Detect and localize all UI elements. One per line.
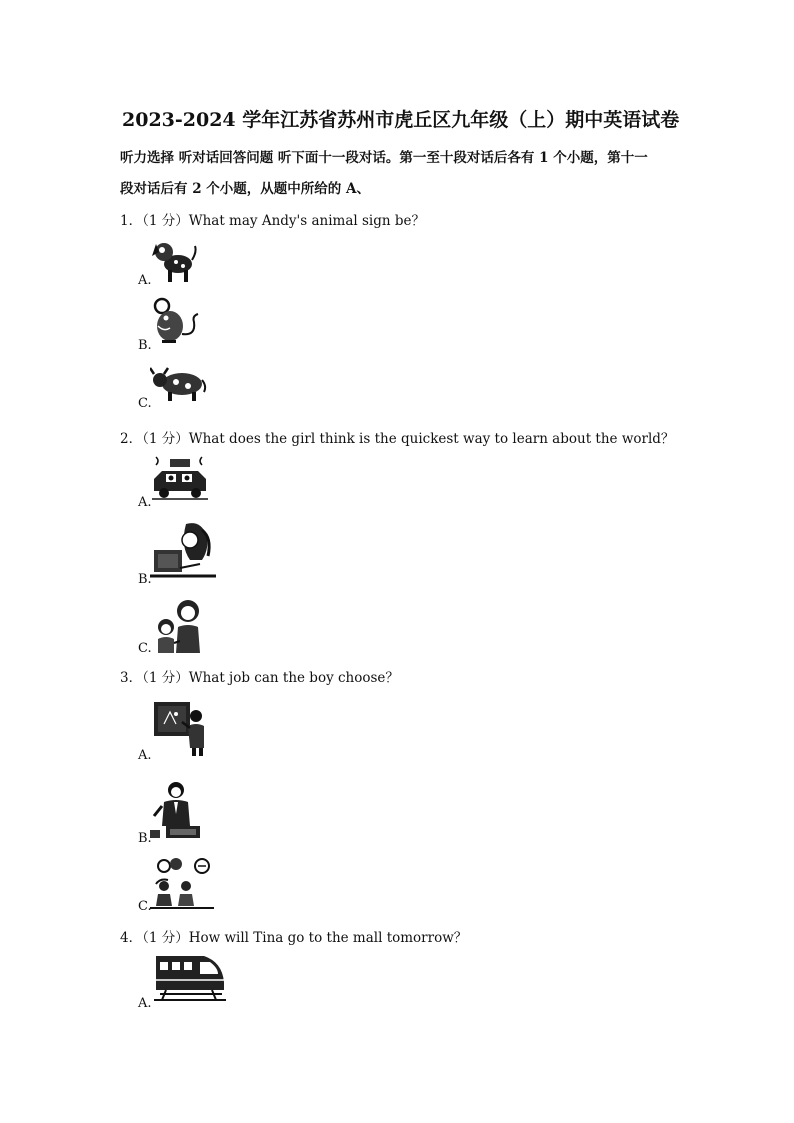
cooks-picture <box>150 856 216 912</box>
q1-option-c[interactable]: C. <box>138 396 152 411</box>
instructions-line-1: 听力选择 听对话回答问题 听下面十一段对话。第一至十段对话后各有 1 个小题，第十一 <box>120 150 648 166</box>
q2-option-c[interactable]: C. <box>138 641 152 656</box>
instructions-line-2: 段对话后有 2 个小题，从题中所给的 A、 <box>120 181 370 197</box>
q4-option-a[interactable]: A. <box>138 996 152 1011</box>
mouse-picture <box>150 296 202 348</box>
two-children-picture <box>152 597 204 653</box>
q3-option-c[interactable]: C. <box>138 899 152 914</box>
question-2-label: 2．（1 分）What does the girl think is the quickest way to learn about the world？ <box>120 431 675 447</box>
train-picture <box>152 950 226 1004</box>
q2-option-a[interactable]: A. <box>138 495 152 510</box>
q3-option-b[interactable]: B. <box>138 831 152 846</box>
speaker-picture <box>150 780 202 842</box>
q1-option-a[interactable]: A. <box>138 273 152 288</box>
computer-user-picture <box>150 520 216 582</box>
teacher-picture <box>154 700 206 758</box>
question-4-label: 4．（1 分）How will Tina go to the mall tomorrow？ <box>120 930 468 946</box>
ox-picture <box>150 366 208 402</box>
question-1-label: 1．（1 分）What may Andy's animal sign be？ <box>120 213 425 229</box>
dog-picture <box>150 238 198 284</box>
question-3-label: 3．（1 分）What job can the boy choose？ <box>120 670 399 686</box>
car-trip-picture <box>152 455 208 501</box>
q3-option-a[interactable]: A. <box>138 748 152 763</box>
q1-option-b[interactable]: B. <box>138 338 152 353</box>
q2-option-b[interactable]: B. <box>138 572 152 587</box>
page-title: 2023-2024 学年江苏省苏州市虎丘区九年级（上）期中英语试卷 <box>122 109 680 131</box>
